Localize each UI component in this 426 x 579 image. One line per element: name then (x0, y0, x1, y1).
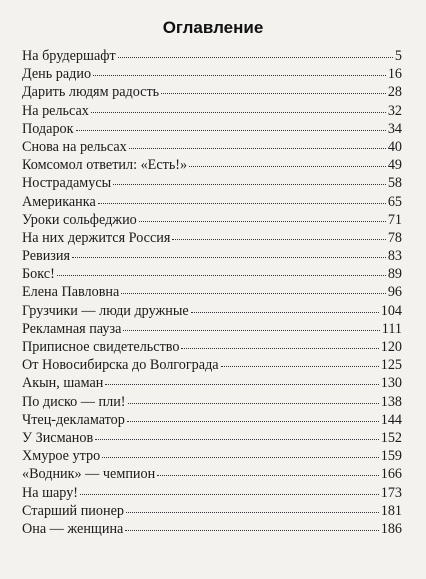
toc-leader-dots (91, 112, 386, 113)
toc-entry-title: Хмурое утро (22, 448, 101, 465)
toc-entry (22, 320, 402, 338)
toc-entry-title: У Зисманов (22, 429, 94, 446)
toc-entry-page: 181 (380, 502, 402, 519)
toc-entry-title: Елена Павловна (22, 284, 120, 301)
toc-leader-dots (129, 148, 386, 149)
toc-entry-title: «Водник» — чемпион (22, 466, 156, 483)
toc-entry-page: 120 (380, 339, 402, 355)
toc-leader-dots (113, 184, 386, 185)
toc-entry-page: 83 (387, 248, 402, 265)
toc-leader-dots (161, 93, 386, 94)
toc-entry-title: На них держится Россия (22, 229, 171, 246)
toc-leader-dots (127, 421, 379, 422)
toc-entry (22, 429, 402, 447)
toc-entry-page: 173 (380, 484, 402, 501)
toc-entry-page: 65 (387, 193, 402, 210)
toc-entry-title: Уроки сольфеджио (22, 211, 137, 228)
toc-entry-page: 111 (381, 320, 402, 337)
toc-entry (22, 102, 402, 120)
toc-entry (22, 502, 402, 520)
toc-leader-dots (221, 366, 379, 367)
toc-leader-dots (57, 275, 386, 276)
toc-entry (22, 174, 402, 192)
toc-entry-title: Она — женщина (22, 520, 124, 537)
toc-entry-page: 32 (387, 102, 402, 119)
toc-entry-title: Нострадамусы (22, 175, 112, 192)
toc-leader-dots (123, 330, 379, 331)
toc-entry-title: Ревизия (22, 248, 71, 265)
toc-leader-dots (191, 312, 379, 313)
toc-entry-title: Грузчики — люди дружные (22, 302, 189, 319)
toc-leader-dots (102, 457, 379, 458)
toc-entry-page: 144 (380, 411, 402, 428)
toc-entry (22, 356, 402, 374)
toc-entry-title: На шару! (22, 484, 79, 501)
toc-entry (22, 283, 402, 301)
toc-entry-title: Подарок (22, 120, 74, 137)
toc-entry-title: На брудершафт (22, 48, 116, 64)
toc-leader-dots (121, 293, 386, 294)
toc-entry-page: 104 (380, 302, 402, 319)
toc-leader-dots (80, 494, 379, 495)
toc-entry-page: 34 (387, 120, 402, 137)
toc-entry (22, 374, 402, 392)
toc-entry (22, 465, 402, 483)
toc-entry-page: 186 (380, 520, 402, 537)
toc-leader-dots (118, 57, 393, 58)
toc-leader-dots (93, 75, 386, 76)
toc-entry-title: День радио (22, 66, 92, 83)
toc-entry-title: Чтец-декламатор (22, 411, 125, 428)
toc-entry-title: Приписное свидетельство (22, 339, 180, 355)
toc-entry-title: Рекламная пауза (22, 320, 122, 337)
toc-entry (22, 83, 402, 101)
toc-entry (22, 447, 402, 465)
toc-entry-title: На рельсах (22, 102, 89, 119)
toc-entry-title: Снова на рельсах (22, 138, 127, 155)
toc-list (22, 47, 402, 538)
toc-entry (22, 65, 402, 83)
toc-entry (22, 229, 402, 247)
toc-entry-page: 138 (380, 393, 402, 410)
toc-entry-title: Комсомол ответил: «Есть!» (22, 157, 188, 174)
toc-leader-dots (72, 257, 386, 258)
toc-leader-dots (95, 439, 379, 440)
toc-entry-page: 71 (387, 211, 402, 228)
toc-entry (22, 120, 402, 138)
toc-leader-dots (139, 221, 386, 222)
toc-entry (22, 265, 402, 283)
toc-entry (22, 138, 402, 156)
toc-entry-title: Акын, шаман (22, 375, 104, 392)
toc-entry-page: 5 (394, 48, 402, 64)
toc-entry (22, 156, 402, 174)
toc-entry (22, 520, 402, 538)
toc-entry-title: Старший пионер (22, 502, 124, 519)
toc-entry (22, 338, 402, 356)
toc-entry-page: 16 (387, 66, 402, 83)
toc-leader-dots (189, 166, 386, 167)
toc-entry-page: 130 (380, 375, 402, 392)
toc-entry-title: Дарить людям радость (22, 84, 160, 101)
toc-entry (22, 393, 402, 411)
toc-entry (22, 211, 402, 229)
toc-entry (22, 484, 402, 502)
toc-entry-page: 28 (387, 84, 402, 101)
toc-entry-page: 40 (387, 138, 402, 155)
toc-leader-dots (128, 403, 379, 404)
toc-entry-page: 152 (380, 429, 402, 446)
toc-entry-page: 58 (387, 175, 402, 192)
toc-entry-page: 89 (387, 266, 402, 283)
toc-leader-dots (172, 239, 385, 240)
page-title: Оглавление (162, 18, 264, 37)
toc-entry (22, 247, 402, 265)
toc-entry (22, 47, 402, 65)
toc-entry (22, 411, 402, 429)
toc-leader-dots (125, 530, 378, 531)
toc-entry (22, 302, 402, 320)
toc-leader-dots (126, 512, 379, 513)
toc-leader-dots (105, 384, 378, 385)
toc-entry-page: 49 (387, 157, 402, 174)
toc-leader-dots (181, 348, 378, 349)
toc-entry-page: 96 (387, 284, 402, 301)
toc-leader-dots (157, 475, 379, 476)
toc-leader-dots (98, 203, 386, 204)
toc-entry-page: 166 (380, 466, 402, 483)
toc-entry-page: 78 (387, 229, 402, 246)
toc-entry-title: От Новосибирска до Волгограда (22, 357, 219, 374)
toc-entry-title: Бокс! (22, 266, 55, 283)
toc-entry-title: Американка (22, 193, 96, 210)
toc-leader-dots (76, 130, 386, 131)
toc-entry-title: По диско — пли! (22, 393, 126, 410)
toc-entry (22, 193, 402, 211)
toc-entry-page: 159 (380, 448, 402, 465)
toc-entry-page: 125 (380, 357, 402, 374)
